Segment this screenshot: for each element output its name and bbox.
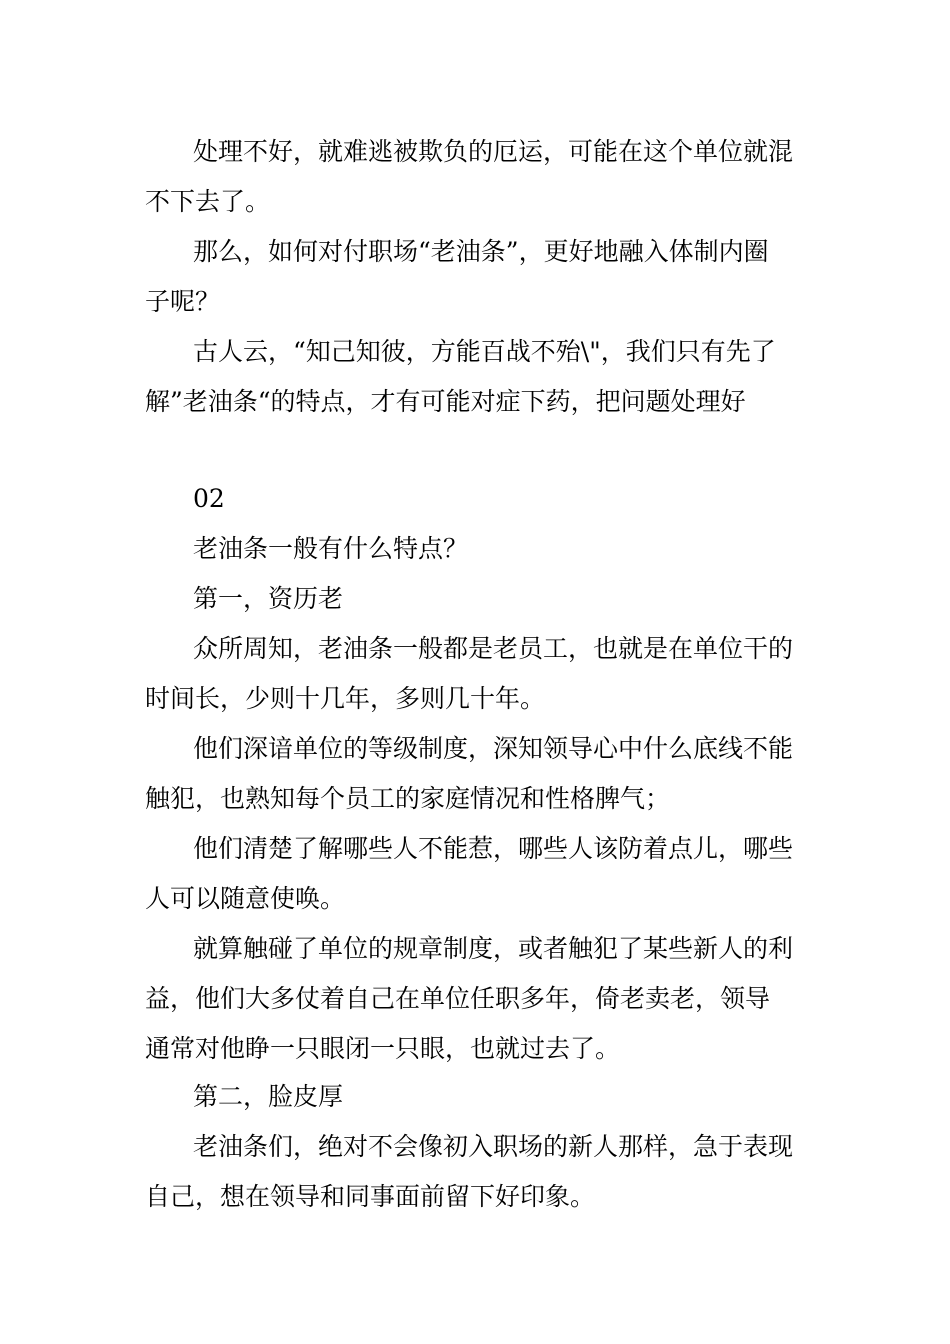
paragraph-line: 不下去了。 <box>145 187 271 216</box>
point-heading: 第二，脸皮厚 <box>193 1082 344 1111</box>
paragraph-line: 益，他们大多仗着自己在单位任职多年，倚老卖老，领导 <box>145 984 771 1013</box>
paragraph-line: 时间长，少则十几年，多则几十年。 <box>145 684 546 713</box>
paragraph-line: 触犯，也熟知每个员工的家庭情况和性格脾气； <box>145 784 671 813</box>
section-heading: 老油条一般有什么特点？ <box>193 534 469 563</box>
paragraph-line: 自己，想在领导和同事面前留下好印象。 <box>145 1182 596 1211</box>
paragraph-line: 人可以随意使唤。 <box>145 884 346 913</box>
section-number: 02 <box>193 484 225 513</box>
paragraph-line: 子呢？ <box>145 287 221 316</box>
paragraph-line: 他们深谙单位的等级制度，深知领导心中什么底线不能 <box>193 734 794 763</box>
paragraph-line: 那么，如何对付职场“老油条”，更好地融入体制内圈 <box>193 237 769 266</box>
paragraph-line: 古人云，“知己知彼，方能百战不殆\"，我们只有先了 <box>193 337 776 366</box>
point-heading: 第一，资历老 <box>193 584 344 613</box>
paragraph-line: 通常对他睁一只眼闭一只眼，也就过去了。 <box>145 1034 621 1063</box>
paragraph-line: 众所周知，老油条一般都是老员工，也就是在单位干的 <box>193 634 794 663</box>
paragraph-line: 就算触碰了单位的规章制度，或者触犯了某些新人的利 <box>193 934 794 963</box>
paragraph-line: 他们清楚了解哪些人不能惹，哪些人该防着点儿，哪些 <box>193 834 794 863</box>
paragraph-line: 处理不好，就难逃被欺负的厄运，可能在这个单位就混 <box>193 137 794 166</box>
paragraph-line: 老油条们，绝对不会像初入职场的新人那样，急于表现 <box>193 1132 794 1161</box>
paragraph-line: 解”老油条“的特点，才有可能对症下药，把问题处理好 <box>145 387 746 416</box>
